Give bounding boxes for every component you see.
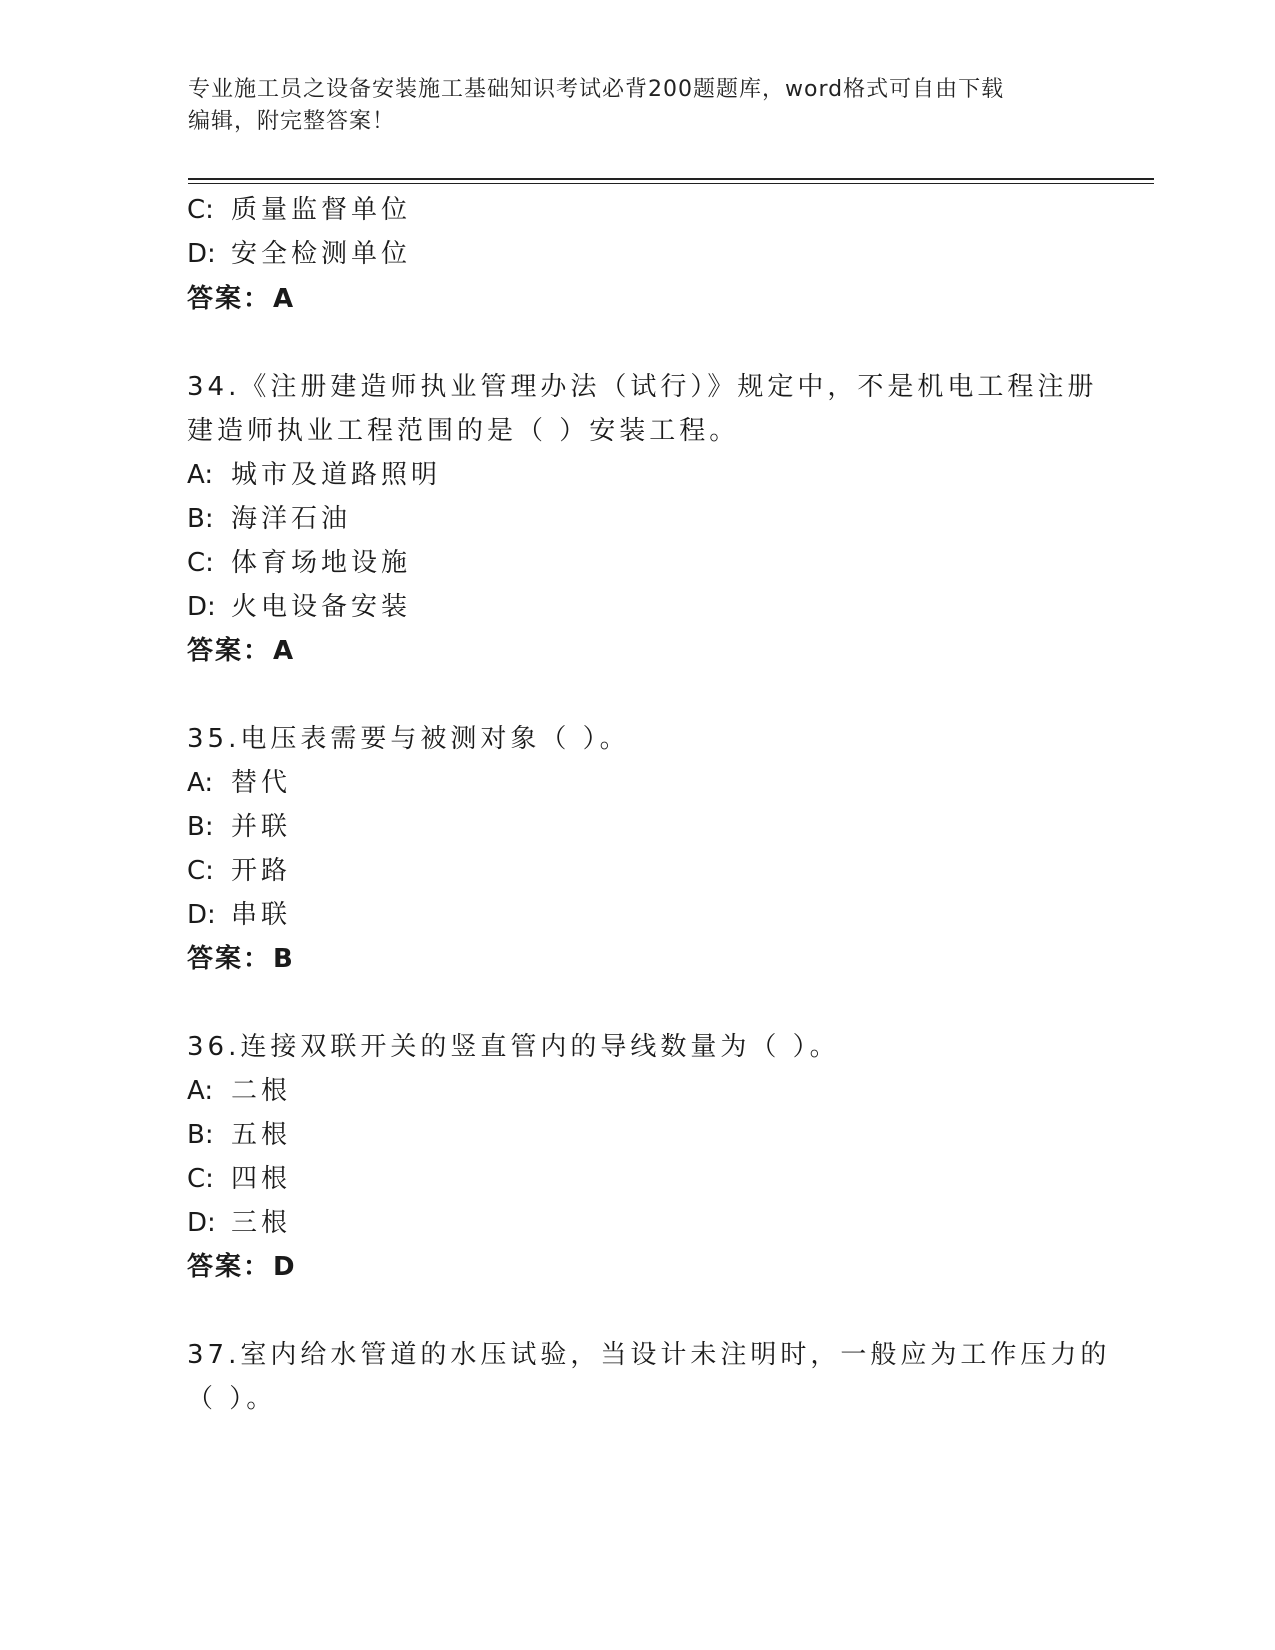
option-key: B:: [187, 812, 214, 842]
q35-option-b: [187, 810, 291, 844]
prev-option-c: [187, 193, 411, 227]
answer-value: B: [273, 944, 293, 974]
answer-label: 答案：: [187, 1252, 272, 1282]
prev-answer: [187, 282, 293, 316]
q36-option-c: [187, 1162, 291, 1196]
option-text: 质量监督单位: [231, 195, 412, 225]
option-text: 城市及道路照明: [231, 460, 442, 490]
option-text: 串联: [231, 900, 292, 930]
option-text: 安全检测单位: [231, 239, 412, 269]
option-key: A:: [187, 1076, 214, 1106]
question-35-line-1: 35.电压表需要与被测对象（ ）。: [187, 724, 630, 754]
option-text: 四根: [231, 1164, 292, 1194]
option-text: 二根: [231, 1076, 292, 1106]
q35-option-c: [187, 854, 291, 888]
q35-option-d: [187, 898, 291, 932]
answer-label: 答案：: [187, 636, 272, 666]
header-rule-thick: [188, 178, 1154, 180]
question-34-line-1: 34.《注册建造师执业管理办法（试行）》规定中，不是机电工程注册: [187, 372, 1098, 402]
header-line-2: 编辑，附完整答案！: [188, 109, 396, 134]
option-key: B:: [187, 1120, 214, 1150]
option-text: 替代: [231, 768, 292, 798]
answer-value: A: [273, 284, 294, 314]
document-header: [188, 74, 1088, 138]
option-text: 体育场地设施: [231, 548, 412, 578]
option-text: 海洋石油: [231, 504, 352, 534]
q36-option-a: [187, 1074, 291, 1108]
q34-answer: [187, 634, 293, 668]
question-37-line-2: （ ）。: [187, 1384, 277, 1414]
q34-option-c: [187, 546, 411, 580]
option-key: A:: [187, 460, 214, 490]
option-key: D:: [187, 239, 216, 269]
header-line-1: 专业施工员之设备安装施工基础知识考试必背200题题库，word格式可自由下载: [188, 77, 1005, 102]
option-key: D:: [187, 1208, 216, 1238]
option-text: 开路: [231, 856, 292, 886]
q36-answer: [187, 1250, 295, 1284]
option-key: C:: [187, 548, 214, 578]
option-key: C:: [187, 195, 214, 225]
q36-option-d: [187, 1206, 291, 1240]
option-text: 火电设备安装: [231, 592, 412, 622]
answer-label: 答案：: [187, 284, 272, 314]
option-text: 三根: [231, 1208, 292, 1238]
option-text: 并联: [231, 812, 292, 842]
q35-option-a: [187, 766, 291, 800]
prev-option-d: [187, 237, 411, 271]
question-36-line-1: 36.连接双联开关的竖直管内的导线数量为（ ）。: [187, 1032, 840, 1062]
question-34-line-2: 建造师执业工程范围的是（ ）安装工程。: [187, 416, 740, 446]
header-rule-thin: [188, 183, 1154, 184]
q34-option-a: [187, 458, 441, 492]
answer-value: A: [273, 636, 294, 666]
option-text: 五根: [231, 1120, 292, 1150]
answer-value: D: [273, 1252, 295, 1282]
option-key: A:: [187, 768, 214, 798]
q34-option-d: [187, 590, 411, 624]
answer-label: 答案：: [187, 944, 272, 974]
option-key: D:: [187, 592, 216, 622]
option-key: C:: [187, 856, 214, 886]
option-key: C:: [187, 1164, 214, 1194]
q35-answer: [187, 942, 293, 976]
option-key: D:: [187, 900, 216, 930]
q34-option-b: [187, 502, 351, 536]
question-37-line-1: 37.室内给水管道的水压试验，当设计未注明时，一般应为工作压力的: [187, 1340, 1111, 1370]
option-key: B:: [187, 504, 214, 534]
q36-option-b: [187, 1118, 291, 1152]
